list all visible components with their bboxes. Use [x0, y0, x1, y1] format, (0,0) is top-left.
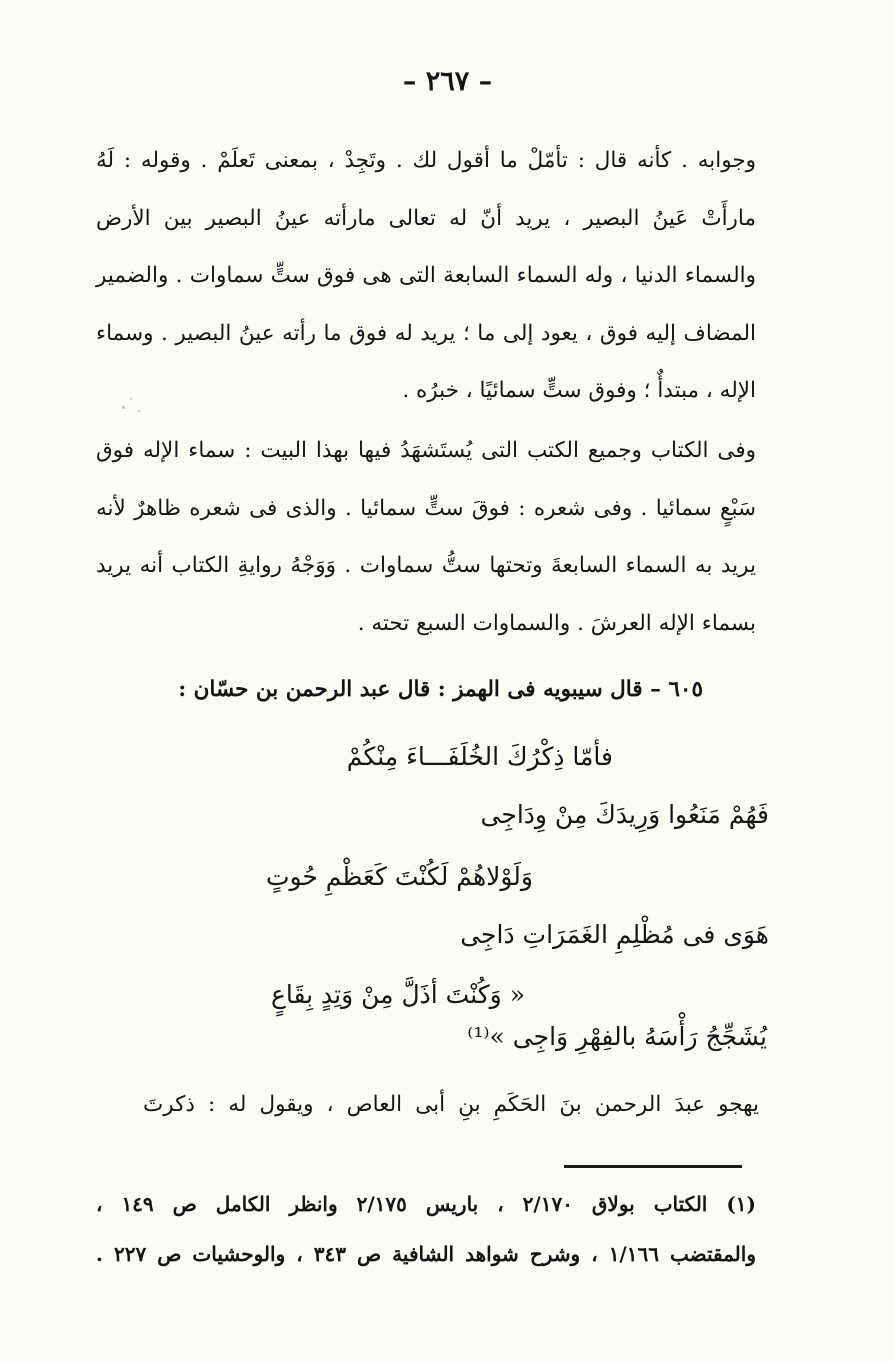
verse-line: وَلَوْلاهُمْ لَكُنْتَ كَعَظْمِ حُوتٍ: [265, 862, 533, 891]
verse-line: يُشَجِّجُ رَأْسَهُ بالفِهْرِ وَاجِى »⁽¹⁾: [467, 1022, 767, 1051]
paper-speck: [138, 410, 140, 412]
verse-line: هَوَى فى مُظْلِمِ الغَمَرَاتِ دَاجِى: [460, 920, 769, 949]
commentary-paragraph: وجوابه . كأنه قال : تأمّلْ ما أقول لك . وتَجِدْ ، بمعنى تَعلَمْ . وقوله : لَهُ مارأَتْ عَينُ البصير ، يريد أنّ له تعالى مارأته عينُ البصير بين الأرض والسماء الدنيا ، وله السماء السابعة التى هى فوق ستٍّ سماوات . والضمير المضاف إليه فوق ، يعود إلى ما ؛ يريد له فوق ما رأته عينُ البصير . وسماء الإله ، مبتدأٌ ؛ وفوق ستٍّ سمائيًا ، خبرُه .: [96, 148, 756, 403]
commentary-line: يهجو عبدَ الرحمن بنَ الحَكَمِ بنِ أبى العاص ، ويقول له : ذكرتَ: [143, 1092, 759, 1117]
commentary-paragraph: وفى الكتاب وجميع الكتب التى يُستَشهَدُ فيها بهذا البيت : سماء الإله فوق سَبْعٍ سمائيا . وفى شعره : فوقَ ستٍّ سمائيا . والذى فى شعره ظاهرٌ لأنه يريد به السماء السابعةَ وتحتها ستُّ سماوات . وَوَجْهُ روايةِ الكتاب أنه يريد بسماء الإله العرشَ . والسماوات السبع تحته .: [96, 438, 756, 636]
verse-line: فأمّا ذِكْرُكَ الخُلَفَـــاءَ مِنْكُمْ: [346, 742, 613, 771]
footnote-line: (١) الكتاب بولاق ٢/١٧٠ ، باريس ٢/١٧٥ وانظر الكامل ص ١٤٩ ،: [96, 1192, 757, 1216]
verse-line: فَهُمْ مَنَعُوا وَرِيدَكَ مِنْ وِدَاجِى: [480, 800, 769, 829]
verse-line: « وَكُنْتَ أذَلَّ مِنْ وَتِدٍ بِقَاعٍ: [270, 980, 525, 1009]
entry-heading: ٦٠٥ – قال سيبويه فى الهمز : قال عبد الرحمن بن حسّان :: [178, 677, 703, 702]
footnote-divider: [564, 1165, 742, 1168]
paper-speck: [130, 398, 132, 400]
paper-speck: [122, 406, 125, 409]
footnote-line: والمقتضب ١/١٦٦ ، وشرح شواهد الشافية ص ٣٤٣ ، والوحشيات ص ٢٢٧ .: [96, 1242, 756, 1266]
page-number: – ٢٦٧ –: [402, 66, 493, 97]
